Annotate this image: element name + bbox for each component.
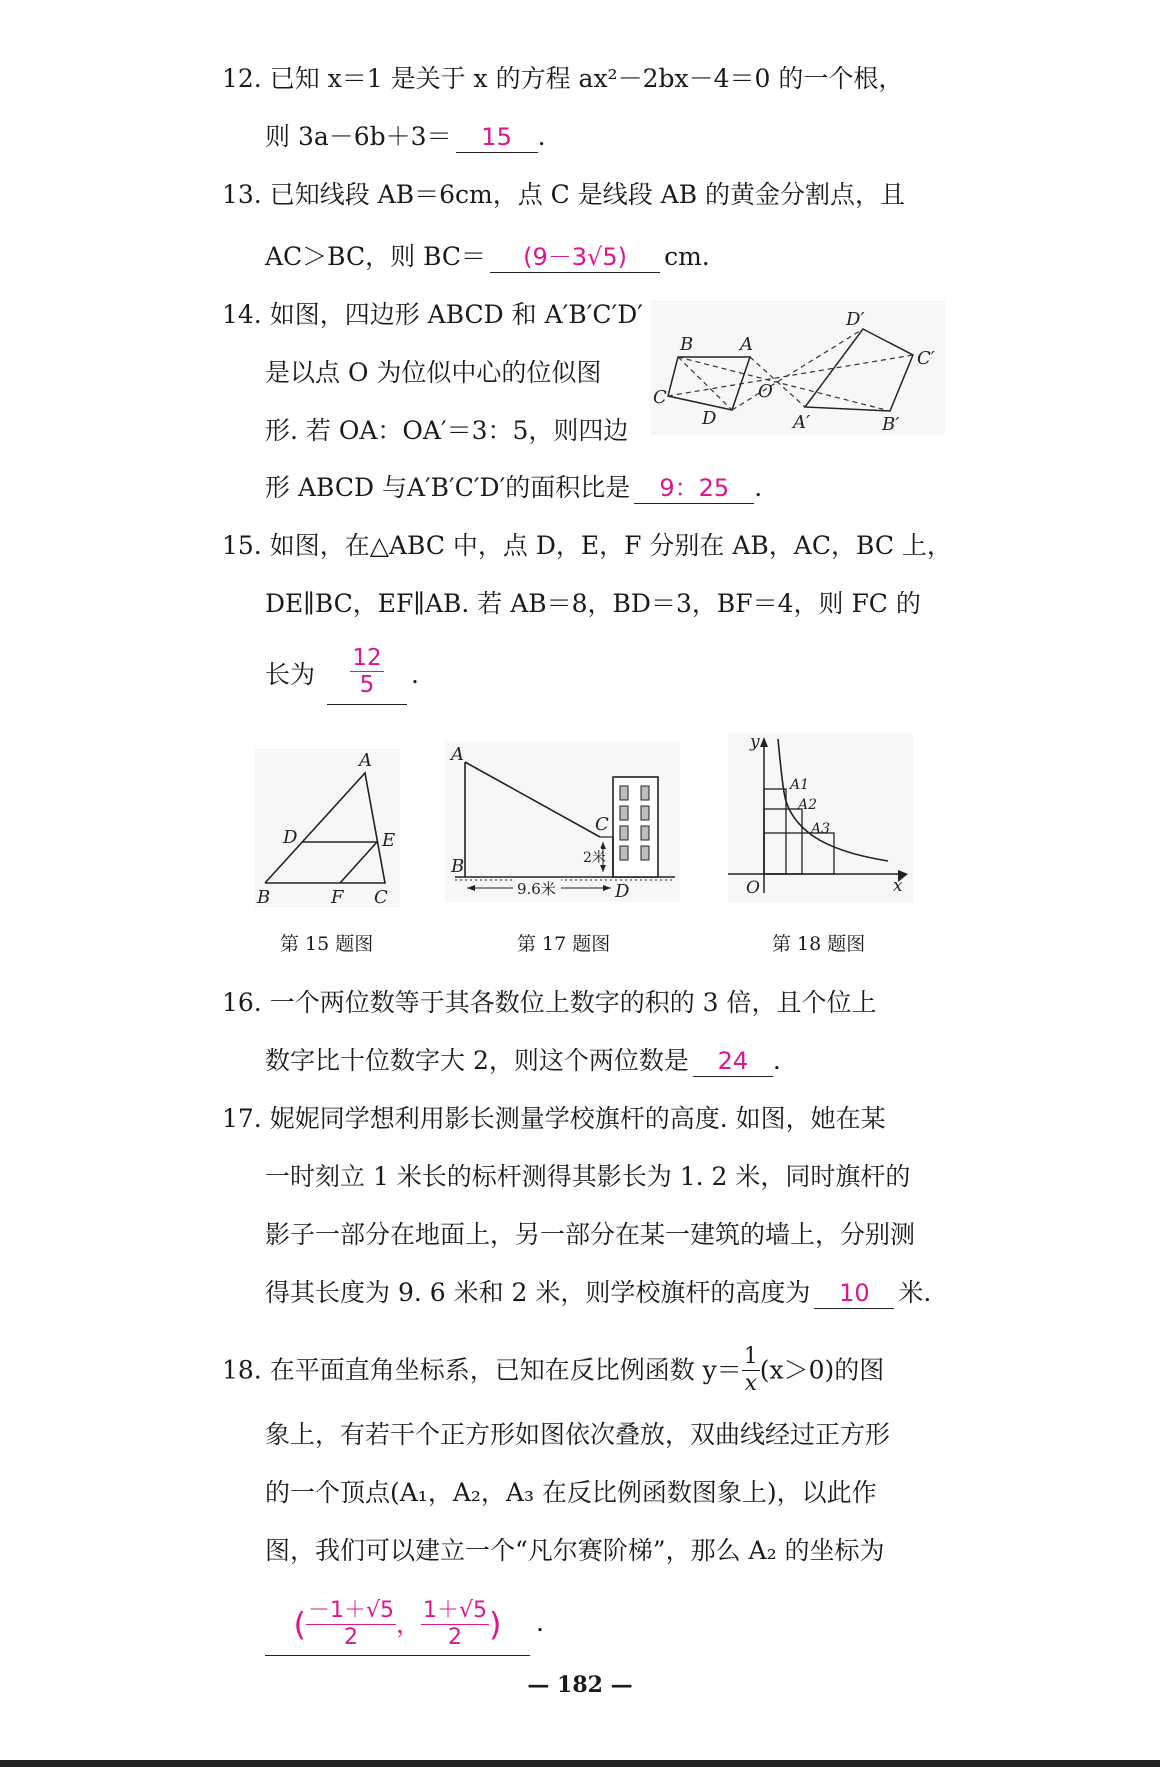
q18-line2: 象上，有若干个正方形如图依次叠放，双曲线经过正方形: [265, 1420, 891, 1449]
q18-answer: [265, 1598, 530, 1656]
q13-answer: (9－3√5): [490, 242, 660, 273]
q18-ans-x-num: －1＋√5: [307, 1598, 394, 1623]
fig18-label-A2: A2: [798, 797, 818, 813]
q14-answer: 9：25: [634, 473, 754, 504]
fig15-label-B: B: [257, 887, 271, 908]
bottom-bar: [0, 1760, 1160, 1767]
q14-line1: 14. 如图，四边形 ABCD 和 A′B′C′D′: [222, 300, 643, 329]
fig17-label-B: B: [451, 856, 465, 877]
q16-line2: [265, 1046, 781, 1077]
q18-ans-close: ): [489, 1605, 502, 1644]
q18-line1: [222, 1344, 942, 1397]
q12-answer: 15: [456, 122, 538, 153]
q18-end: .: [536, 1608, 544, 1637]
q13-line2: [265, 242, 710, 273]
fig15-label-D: D: [283, 827, 298, 848]
q16-text: 数字比十位数字大 2，则这个两位数是: [265, 1046, 689, 1075]
q15-line1: 15. 如图，在△ABC 中，点 D，E，F 分别在 AB，AC，BC 上，: [222, 531, 952, 560]
fig17-dim-ground: 9.6米: [517, 880, 556, 898]
q18-answer-line: [265, 1598, 544, 1656]
q16-line1: 16. 一个两位数等于其各数位上数字的积的 3 倍，且个位上: [222, 988, 877, 1017]
fig17-caption: 第 17 题图: [517, 933, 611, 955]
q14-text: 形 ABCD 与A′B′C′D′的面积比是: [265, 473, 631, 502]
q15-answer-fraction: [350, 645, 383, 698]
q18-frac-den: x: [744, 1371, 757, 1396]
q17-text: 得其长度为 9. 6 米和 2 米，则学校旗杆的高度为: [265, 1278, 811, 1307]
q13-line1: 13. 已知线段 AB＝6cm，点 C 是线段 AB 的黄金分割点，且: [222, 180, 906, 209]
fig18-label-y: y: [750, 733, 760, 752]
q17-line1: 17. 妮妮同学想利用影长测量学校旗杆的高度. 如图，她在某: [222, 1104, 886, 1133]
fig17-dim-wall: 2米: [583, 850, 606, 866]
page-number: — 182 —: [527, 1672, 633, 1698]
q15-text: 长为: [265, 660, 316, 689]
q15-answer: [327, 645, 407, 705]
q14-line3: 形. 若 OA：OA′＝3：5，则四边: [265, 416, 629, 445]
fig15-label-A: A: [359, 750, 372, 771]
q17-line4: [265, 1278, 931, 1309]
q15-line3: [265, 645, 419, 705]
q12-line1: 12. 已知 x＝1 是关于 x 的方程 ax²－2bx－4＝0 的一个根，: [222, 64, 904, 93]
q14-label-Ap: A′: [793, 412, 811, 433]
fig17-figure: [445, 742, 680, 902]
fig17-label-D: D: [615, 881, 630, 902]
q18-frac-num: 1: [743, 1344, 758, 1369]
q12-end: .: [537, 122, 546, 151]
fig17-label-C: C: [595, 814, 609, 835]
q18-ans-y-den: 2: [448, 1625, 462, 1650]
fig18-label-x: x: [893, 876, 903, 896]
fig18-label-A3: A3: [811, 821, 831, 837]
q14-label-Cp: C′: [917, 348, 935, 369]
q13-text: AC＞BC，则 BC＝: [265, 242, 487, 271]
q18-ans-y-num: 1＋√5: [423, 1598, 488, 1623]
q17-line3: 影子一部分在地面上，另一部分在某一建筑的墙上，分别测: [265, 1220, 916, 1249]
fig18-figure: [728, 733, 913, 903]
q15-answer-num: 12: [352, 645, 382, 671]
q14-label-B: B: [680, 334, 694, 355]
q18-ans-y: [421, 1598, 489, 1651]
q18-text-pre: 18. 在平面直角坐标系，已知在反比例函数 y＝: [222, 1355, 742, 1385]
fig15-label-F: F: [331, 887, 344, 908]
q16-end: .: [772, 1046, 781, 1075]
q18-ans-open: (: [293, 1605, 306, 1644]
q15-answer-den: 5: [359, 672, 375, 698]
q12-text: 则 3a－6b＋3＝: [265, 122, 452, 151]
q14-line4: [265, 473, 762, 504]
q18-text-post: (x＞0)的图: [759, 1355, 885, 1385]
q14-label-Dp: D′: [846, 309, 865, 330]
q13-end: cm.: [664, 242, 710, 271]
q18-line4: 图，我们可以建立一个“凡尔赛阶梯”，那么 A₂ 的坐标为: [265, 1536, 885, 1565]
q14-label-Bp: B′: [882, 414, 900, 435]
q18-ans-x-den: 2: [343, 1625, 358, 1650]
q14-label-O: O: [758, 381, 773, 402]
q17-line2: 一时刻立 1 米长的标杆测得其影长为 1. 2 米，同时旗杆的: [265, 1162, 911, 1191]
q14-label-A: A: [740, 334, 753, 355]
fig15-caption: 第 15 题图: [280, 933, 374, 955]
q17-end: 米.: [898, 1278, 932, 1307]
q14-label-C: C: [653, 387, 667, 408]
fig15-figure: [255, 748, 400, 908]
q15-line2: DE∥BC，EF∥AB. 若 AB＝8，BD＝3，BF＝4，则 FC 的: [265, 589, 921, 618]
q14-label-D: D: [702, 408, 717, 429]
q16-answer: 24: [693, 1046, 773, 1077]
fig15-label-C: C: [374, 887, 388, 908]
fig17-label-A: A: [451, 744, 464, 765]
q14-figure: [650, 300, 945, 435]
fig18-label-O: O: [746, 878, 760, 898]
q18-ans-x: [306, 1598, 396, 1651]
fig18-label-A1: A1: [790, 777, 810, 793]
q14-line2: 是以点 O 为位似中心的位似图: [265, 358, 602, 387]
fig18-caption: 第 18 题图: [772, 933, 866, 955]
q18-line3: 的一个顶点(A₁，A₂，A₃ 在反比例函数图象上)，以此作: [265, 1478, 877, 1507]
q18-ans-sep: ，: [395, 1609, 421, 1639]
q14-end: .: [754, 473, 763, 502]
q12-line2: [265, 122, 546, 153]
fig15-label-E: E: [382, 830, 396, 851]
q18-function-fraction: [742, 1344, 760, 1397]
q15-end: .: [410, 660, 419, 689]
q17-answer: 10: [814, 1278, 894, 1309]
